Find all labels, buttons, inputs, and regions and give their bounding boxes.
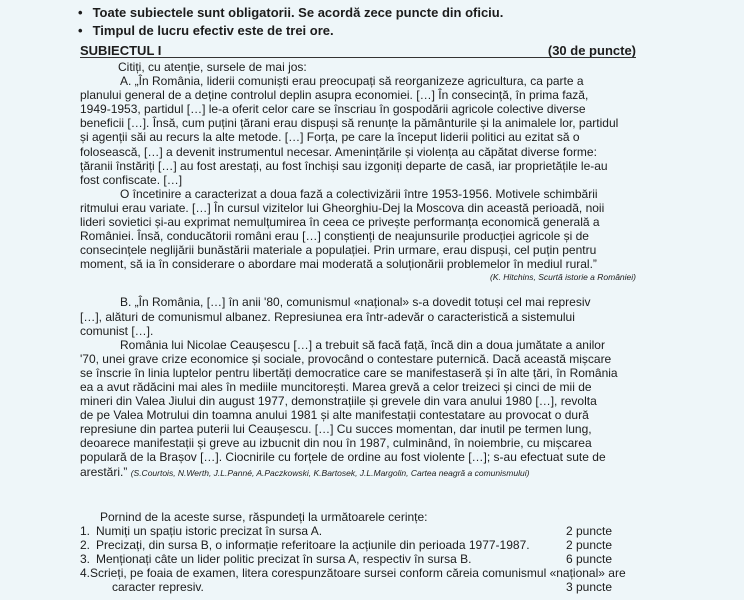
source-a-line: O încetinire a caracterizat a doua fază a colectivizării între 1953-1956. Motivele schimbării xyxy=(120,186,598,201)
source-b-line: represiune din partea puterii lui Ceaușescu. […] Cu succes momentan, dar inutil pe termen lung, xyxy=(80,422,592,437)
question-number: 2. xyxy=(80,538,91,552)
instructions-list xyxy=(78,4,503,40)
source-b-line: '70, unei grave crize economice și sociale, provocând o contestare puternică. Dacă această mișcare xyxy=(80,351,612,366)
source-a-line: consecințele neglijării bunăstării materiale a populației. Prin urmare, erau dispuși, cel puțin pentru xyxy=(80,243,597,258)
source-b-line: B. „În România, […] în anii '80, comunismul «național» s-a dovedit totuși cel mai represiv xyxy=(120,295,591,310)
question-number: 4. xyxy=(80,566,91,580)
section-title: SUBIECTUL I xyxy=(80,43,162,58)
question-item xyxy=(80,580,636,594)
source-a-citation: (K. Hitchins, Scurtă istorie a României) xyxy=(490,272,636,283)
source-a-line: A. „În România, liderii comuniști erau preocupați să reorganizeze agricultura, ca parte a xyxy=(120,74,584,89)
section-divider xyxy=(80,57,636,58)
source-a-line: beneficii […]. Însă, cum puțini țărani erau dispuși să renunțe la pământurile și la animalele lor, partidul xyxy=(80,116,619,131)
source-a-line: ritmului erau variate. […] În cursul vizitelor lui Gheorghiu-Dej la Moscova din această perioadă, noii xyxy=(80,200,605,215)
question-text: Numiți un spațiu istoric precizat în sursa A. xyxy=(96,524,323,538)
question-item xyxy=(80,566,636,580)
question-item xyxy=(80,552,636,566)
source-a-line: 1949-1953, partidul […] le-a oferit celor care se înscriau în gospodării agricole colective diverse xyxy=(80,102,586,117)
question-points: 3 puncte xyxy=(566,580,613,594)
question-number: 3. xyxy=(80,552,91,566)
question-item xyxy=(80,524,636,538)
question-text: Precizați, din sursa B, o informație referitoare la acțiunile din perioada 1977-1987. xyxy=(96,538,530,552)
question-text: caracter represiv. xyxy=(112,580,204,594)
source-b-line: comunist […]. xyxy=(80,323,154,338)
source-b-line: populară de la Brașov […]. Ciocnirile cu forțele de ordine au fost violente […]; s-au efectuat sute de xyxy=(80,450,606,465)
question-item xyxy=(80,538,636,552)
question-text: Scrieți, pe foaia de examen, litera corespunzătoare sursei conform căreia comunismul «național» are xyxy=(90,566,626,580)
source-b xyxy=(80,295,636,479)
sources-body xyxy=(80,60,636,480)
question-points: 2 puncte xyxy=(566,538,613,552)
source-a-line: folosească, […] a devenit instrumentul necesar. Amenințările și violența au căpătat diverse forme: xyxy=(80,144,597,159)
source-b-line: ea a avut rădăcini mai ales în mediile muncitorești. Marea grevă a celor treizeci și cinci de mii de xyxy=(80,379,592,394)
question-points: 2 puncte xyxy=(566,524,613,538)
source-a-line: planului general de a deține controlul deplin asupra economiei. […] În consecință, în prima fază, xyxy=(80,88,589,103)
section-header xyxy=(80,43,636,59)
section-points: (30 de puncte) xyxy=(547,43,636,58)
source-a-line: lideri sovietici și-au exprimat nemulțumirea în ceea ce privește performanța economică generală a xyxy=(80,215,600,230)
source-a-line: României. Însă, conducătorii români erau […] conștienți de neajunsurile producției agricole și de xyxy=(80,229,589,244)
questions-section xyxy=(80,510,636,594)
source-b-line: deoarece manifestații și greve au izbucnit din nou în 1987, culminând, în noiembrie, cu mișcarea xyxy=(80,436,592,451)
questions-intro: Pornind de la aceste surse, răspundeți la următoarele cerințe: xyxy=(100,510,428,524)
source-b-line: se înscrie în linia luptelor pentru libertăți democratice care se manifestaseră și în alte țări, în România xyxy=(80,365,618,380)
source-b-line: arestări.” xyxy=(80,464,128,479)
question-number: 1. xyxy=(80,524,91,538)
question-number xyxy=(80,580,96,594)
instruction-item: • Timpul de lucru efectiv este de trei ore. xyxy=(78,22,503,40)
source-b-last-line xyxy=(80,465,636,480)
question-points: 6 puncte xyxy=(566,552,613,566)
source-b-line: mineri din Valea Jiului din august 1977, demonstrațiile și grevele din vara anului 1980 […], revolta xyxy=(80,394,597,409)
source-b-line: România lui Nicolae Ceaușescu […] a trebuit să facă față, încă din a doua jumătate a anilor xyxy=(120,337,605,352)
question-text: Menționați câte un lider politic precizat în sursa A, respectiv în sursa B. xyxy=(96,552,472,566)
source-a-line: țăranii înstăriți […] au fost arestați, au fost închiși sau izgoniți departe de casă, iar proprietățile le-au xyxy=(80,158,608,173)
source-b-line: […], alături de comunismul albanez. Represiunea era într-adevăr o caracteristică a sistemului xyxy=(80,309,575,324)
source-a-line: și agenții săi au recurs la alte metode. […] Forța, pe care la început liderii politici au ezitat să o xyxy=(80,130,580,145)
intro-text: Citiți, cu atenție, sursele de mai jos: xyxy=(118,60,307,74)
instruction-item: • Toate subiectele sunt obligatorii. Se acordă zece puncte din oficiu. xyxy=(78,4,503,22)
source-a-line: moment, să ia în considerare o abordare mai moderată a soluționării problemelor în mediul rural.” xyxy=(80,257,597,272)
source-a-line: fost confiscate. […] xyxy=(80,172,183,187)
source-a xyxy=(80,74,636,283)
question-points xyxy=(626,566,636,580)
source-b-line: de pe Valea Motrului din toamna anului 1981 și alte manifestații contestatare au provocat o dură xyxy=(80,408,589,423)
source-b-citation: (S.Courtois, N.Werth, J.L.Panné, A.Paczkowski, K.Bartosek, J.L.Margolin, Cartea neagră a comunismului) xyxy=(130,467,530,478)
